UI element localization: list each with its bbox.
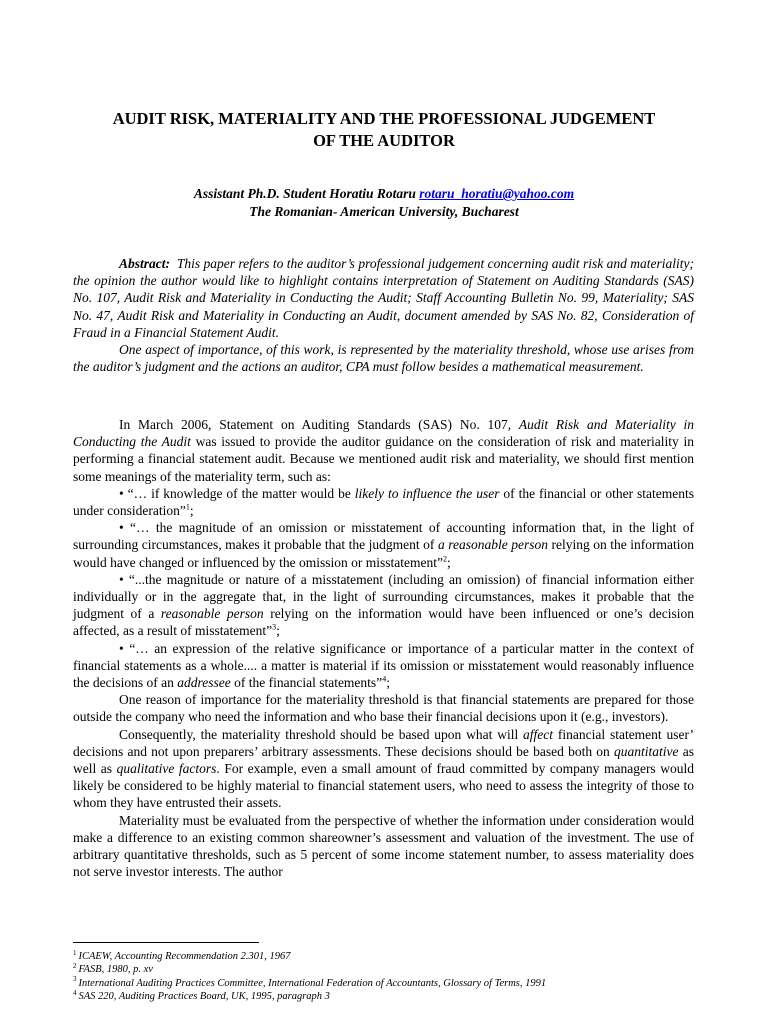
abstract-label: Abstract: (119, 256, 171, 271)
author-affiliation: The Romanian- American University, Bucharest (249, 204, 519, 219)
footnotes (73, 950, 713, 1004)
definition-bullet-2: • “… the magnitude of an omission or misstatement of accounting information that, in the light of surrounding circumstances, makes it probable that the judgment of a reasonable person relying on the information would have changed or influenced by the omission or misstatement”$^2$; (73, 520, 695, 570)
definition-bullet-3: • “...the magnitude or nature of a misstatement (including an omission) of financial information either individually or in the aggregate that, in the light of surrounding circumstances, makes it probable that the judgment of a reasonable person relying on the information would have been influenced or one’s decision affected, as a result of misstatement”$^3$; (73, 571, 695, 639)
title-line-1: AUDIT RISK, MATERIALITY AND THE PROFESSIONAL JUDGEMENT (112, 109, 656, 128)
footnote-4: $^4$ SAS 220, Auditing Practices Board, UK, 1995, paragraph 3 (73, 988, 330, 1003)
author-line (60, 185, 708, 203)
paper-title (60, 108, 708, 152)
abstract-paragraph-1: Abstract: This paper refers to the auditor’s professional judgement concerning audit risk and materiality; the opinion the author would like to highlight contains interpretation of Statement on Auditing Standards (SAS) No. 107, Audit Risk and Materiality in Conducting the Audit; Staff Accounting Bulletin No. 99, Materiality; SAS No. 47, Audit Risk and Materiality in Conducting an Audit, document amended by SAS No. 82, Consideration of Fraud in a Financial Statement Audit. (73, 256, 695, 340)
footnote-ref-3: 3 (272, 622, 277, 632)
author-name: Assistant Ph.D. Student Horatiu Rotaru (193, 186, 416, 201)
body-paragraph-2: One reason of importance for the materiality threshold is that financial statements are prepared for those outside the company who need the information and who base their financial decisions upon it (e.g., investors). (73, 692, 694, 725)
footnote-ref-4: 4 (382, 674, 387, 684)
footnote-ref-1: 1 (185, 502, 190, 512)
footnote-3: $^3$ International Auditing Practices Committee, International Federation of Accountants, Glossary of Terms, 1991 (73, 975, 547, 989)
definition-bullet-4: • “… an expression of the relative significance or importance of a particular matter in the context of financial statements as a whole.... a matter is material if its omission or misstatement would reasonably influence the decisions of an addressee of the financial statements”$^4$; (73, 640, 694, 691)
author-block (60, 185, 708, 221)
author-email-link[interactable]: rotaru_horatiu@yahoo.com (419, 186, 575, 201)
footnote-ref-2: 2 (443, 554, 448, 564)
definition-bullet-1: • “… if knowledge of the matter would be likely to influence the user of the financial or other statements under consideration”$^1$; (73, 485, 695, 519)
body-paragraph-1: In March 2006, Statement on Auditing Standards (SAS) No. 107, Audit Risk and Materiality in Conducting the Audit was issued to provide the auditor guidance on the consideration of risk and materiality in performing a financial statement audit. Because we mentioned audit risk and materiality, we should first mention some meanings of the materiality term, such as: (73, 417, 694, 484)
body-text (73, 416, 694, 880)
footnote-2: $^2$ FASB, 1980, p. xv (73, 961, 153, 976)
footnote-divider (73, 942, 259, 943)
abstract-paragraph-2: One aspect of importance, of this work, is represented by the materiality threshold, whose use arises from the auditor’s judgment and the actions an auditor, CPA must follow besides a mathematical measurement. (73, 342, 694, 375)
title-line-2: OF THE AUDITOR (313, 131, 455, 150)
abstract (73, 255, 694, 375)
body-paragraph-4: Materiality must be evaluated from the perspective of whether the information under consideration would make a difference to an existing common shareowner’s assessment and valuation of the investment. The use of arbitrary quantitative thresholds, such as 5 percent of some income statement number, to assess materiality does not serve investor interests. The author (73, 812, 694, 880)
body-paragraph-3: Consequently, the materiality threshold should be based upon what will affect financial statement user’ decisions and not upon preparers’ arbitrary assessments. These decisions should be based both on quantitative as well as qualitative factors. For example, even a small amount of fraud committed by company managers would likely be considered to be highly material to financial statement users, who need to assess the integrity of those to whom they have entrusted their assets. (73, 726, 694, 811)
footnote-1: $^1$ ICAEW, Accounting Recommendation 2.301, 1967 (73, 948, 291, 962)
